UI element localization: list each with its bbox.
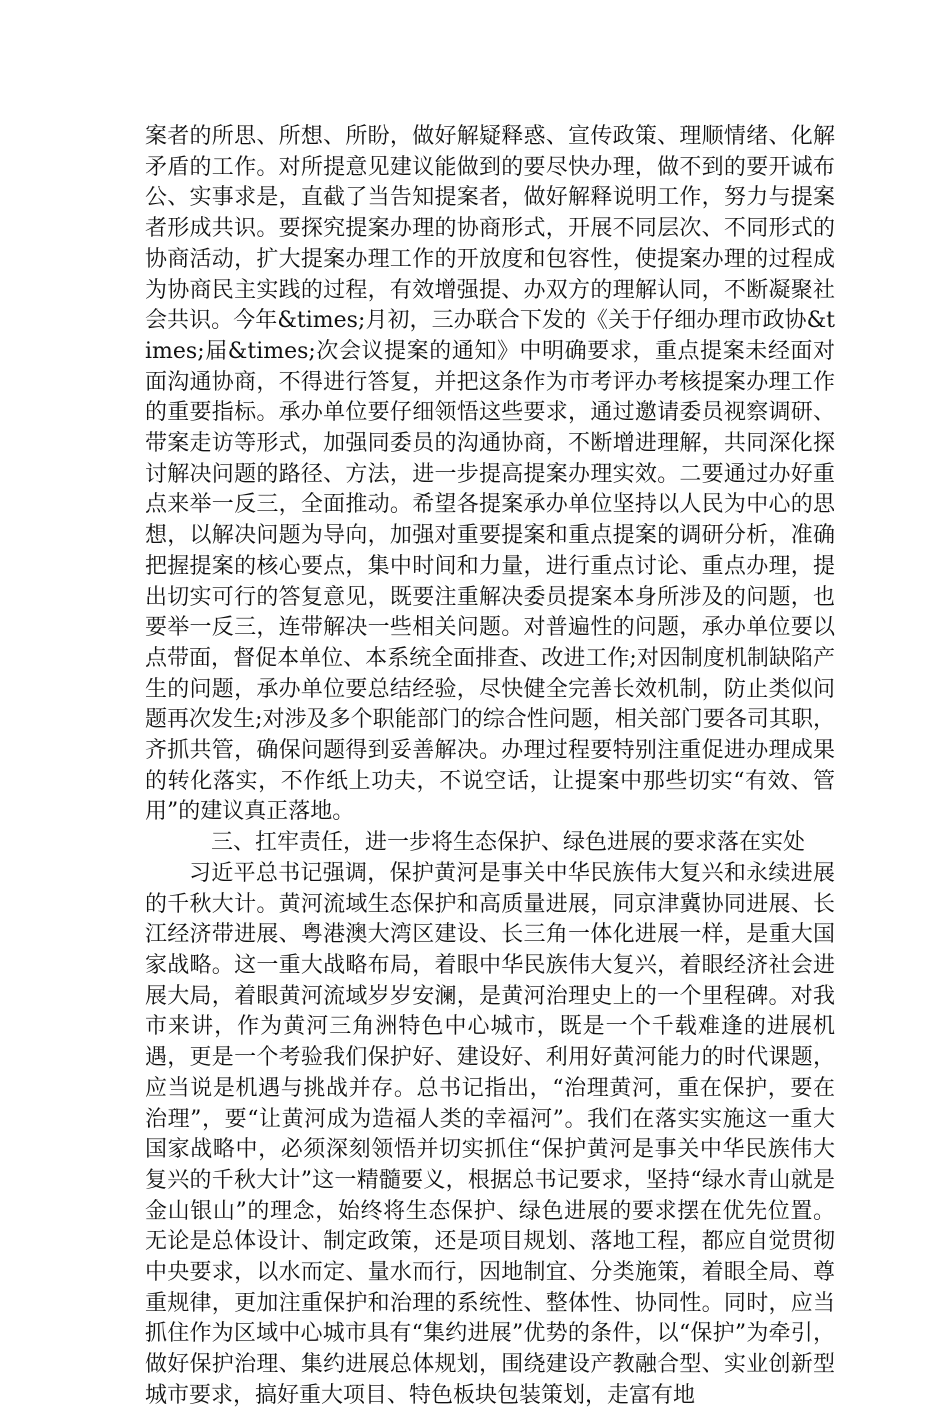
document-body <box>145 122 835 1412</box>
body-paragraph: 案者的所思、所想、所盼，做好解疑释惑、宣传政策、理顺情绪、化解矛盾的工作。对所提意见建议能做到的要尽快办理，做不到的要开诚布公、实事求是，直截了当告知提案者，做好解释说明工作，努力与提案者形成共识。要探究提案办理的协商形式，开展不同层次、不同形式的协商活动，扩大提案办理工作的开放度和包容性，使提案办理的过程成为协商民主实践的过程，有效增强提、办双方的理解认同，不断凝聚社会共识。今年&times;月初，三办联合下发的《关于仔细办理市政协&times;届&times;次会议提案的通知》中明确要求，重点提案未经面对面沟通协商，不得进行答复，并把这条作为市考评办考核提案办理工作的重要指标。承办单位要仔细领悟这些要求，通过邀请委员视察调研、带案走访等形式，加强同委员的沟通协商，不断增进理解，共同深化探讨解决问题的路径、方法，进一步提高提案办理实效。二要通过办好重点来举一反三，全面推动。希望各提案承办单位坚持以人民为中心的思想，以解决问题为导向，加强对重要提案和重点提案的调研分析，准确把握提案的核心要点，集中时间和力量，进行重点讨论、重点办理，提出切实可行的答复意见，既要注重解决委员提案本身所涉及的问题，也要举一反三，连带解决一些相关问题。对普遍性的问题，承办单位要以点带面，督促本单位、本系统全面排查、改进工作;对因制度机制缺陷产生的问题，承办单位要总结经验，尽快健全完善长效机制，防止类似问题再次发生;对涉及多个职能部门的综合性问题，相关部门要各司其职，齐抓共管，确保问题得到妥善解决。办理过程要特别注重促进办理成果的转化落实，不作纸上功夫，不说空话，让提案中那些切实“有效、管用”的建议真正落地。 <box>145 124 835 825</box>
section-heading: 三、扛牢责任，进一步将生态保护、绿色进展的要求落在实处 <box>211 830 806 856</box>
body-paragraph: 习近平总书记强调，保护黄河是事关中华民族伟大复兴和永续进展的千秋大计。黄河流域生态保护和高质量进展，同京津冀协同进展、长江经济带进展、粤港澳大湾区建设、长三角一体化进展一样，是重大国家战略。这一重大战略布局，着眼中华民族伟大复兴，着眼经济社会进展大局，着眼黄河流域岁岁安澜，是黄河治理史上的一个里程碑。对我市来讲，作为黄河三角洲特色中心城市，既是一个千载难逢的进展机遇，更是一个考验我们保护好、建设好、利用好黄河能力的时代课题，应当说是机遇与挑战并存。总书记指出，“治理黄河，重在保护，要在治理”，要“让黄河成为造福人类的幸福河”。我们在落实实施这一重大国家战略中，必须深刻领悟并切实抓住“保护黄河是事关中华民族伟大复兴的千秋大计”这一精髓要义，根据总书记要求，坚持“绿水青山就是金山银山”的理念，始终将生态保护、绿色进展的要求摆在优先位置。无论是总体设计、制定政策，还是项目规划、落地工程，都应自觉贯彻中央要求，以水而定、量水而行，因地制宜、分类施策，着眼全局、尊重规律，更加注重保护和治理的系统性、整体性、协同性。同时，应当抓住作为区域中心城市具有“集约进展”优势的条件，以“保护”为牵引，做好保护治理、集约进展总体规划，围绕建设产教融合型、实业创新型城市要求，搞好重大项目、特色板块包装策划，走富有地 <box>145 860 835 1408</box>
